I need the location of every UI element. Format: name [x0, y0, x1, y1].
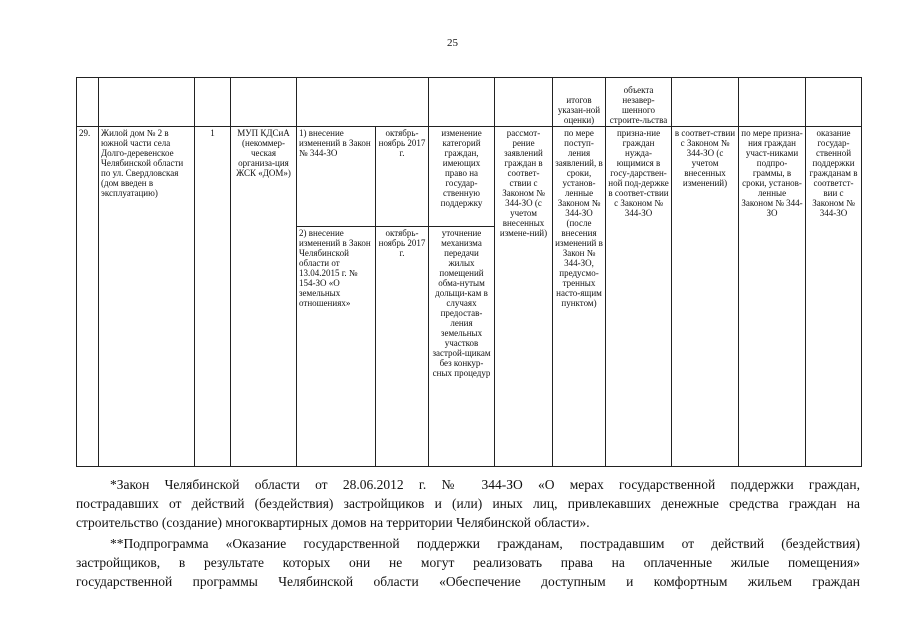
measures-table — [76, 77, 862, 467]
footnote-2-line-3: государственной программы Челябинской области «Обеспечение доступным и комфортным жильем граждан — [76, 574, 860, 589]
object-count: 1 — [195, 127, 231, 467]
measure-2: 2) внесение изменений в Закон Челябинской области от 13.04.2015 г. № 154-ЗО «О земельных отношениях» — [297, 227, 376, 467]
cell — [297, 78, 429, 127]
result-2: уточнение механизма передачи жилых помещений обма-нутым дольщи-кам в случаях предостав-ления земельных участков застрой-щикам без конкур-сных процедур — [429, 227, 495, 467]
cell — [739, 78, 806, 127]
cell-assessment-results: итогов указан-ной оценки) — [553, 78, 606, 127]
table-row-29 — [77, 127, 862, 227]
table-row-continued — [77, 78, 862, 127]
footnote-1-line-3: строительство (создание) многоквартирных домов на территории Челябинской области». — [76, 515, 590, 530]
result-1: изменение категорий граждан, имеющих право на государ-ственную поддержку — [429, 127, 495, 227]
support-terms: по мере призна-ния граждан участ-никами подпро-граммы, в сроки, установ-ленные Законом № 344-ЗО — [739, 127, 806, 467]
application-review: рассмот-рение заявлений граждан в соответ-ствии с Законом № 344-ЗО (с учетом внесенных измене-ний) — [495, 127, 553, 467]
date-2: октябрь-ноябрь 2017 г. — [376, 227, 429, 467]
footnote-2-line-1: **Подпрограмма «Оказание государственной поддержки гражданам, пострадавшим от действий (бездействия) — [110, 536, 860, 551]
support-basis: в соответ-ствии с Законом № 344-ЗО (с учетом внесенных изменений) — [672, 127, 739, 467]
row-number: 29. — [77, 127, 99, 467]
cell — [806, 78, 862, 127]
support-provision: оказание государ-ственной поддержки гражданам в соответст-вии с Законом № 344-ЗО — [806, 127, 862, 467]
cell — [99, 78, 195, 127]
cell-unfinished-object: объекта незавер-шенного строите-льства — [606, 78, 672, 127]
cell — [495, 78, 553, 127]
cell — [195, 78, 231, 127]
footnote-2-line-2: застройщиков, в результате которых они не могут реализовать права на оплаченные жилые помещения» — [76, 555, 860, 570]
footnote-1-line-1: *Закон Челябинской области от 28.06.2012 г. № 344-ЗО «О мерах государственной поддержки граждан, — [110, 477, 860, 492]
recognition-of-need: призна-ние граждан нужда-ющимися в госу-дарствен-ной под-держке в соответ-ствии с Законом № 344-ЗО — [606, 127, 672, 467]
cell — [672, 78, 739, 127]
page-number: 25 — [447, 37, 458, 49]
measure-1: 1) внесение изменений в Закон № 344-ЗО — [297, 127, 376, 227]
executor: МУП КДСиА (некоммер-ческая организа-ция ЖСК «ДОМ») — [231, 127, 297, 467]
date-1: октябрь-ноябрь 2017 г. — [376, 127, 429, 227]
footnote-1-line-2: пострадавших от действий (бездействия) застройщиков и (или) иных лиц, привлекавших денежные средства граждан на — [76, 496, 860, 511]
review-terms: по мере поступ-ления заявлений, в сроки, установ-ленные Законом № 344-ЗО (после внесения изменений в Закон № 344-ЗО, предусмо-тренных насто-ящим пунктом) — [553, 127, 606, 467]
object-description: Жилой дом № 2 в южной части села Долго-деревенское Челябинской области по ул. Свердловская (дом введен в эксплуатацию) — [99, 127, 195, 467]
cell — [231, 78, 297, 127]
cell — [77, 78, 99, 127]
cell — [429, 78, 495, 127]
